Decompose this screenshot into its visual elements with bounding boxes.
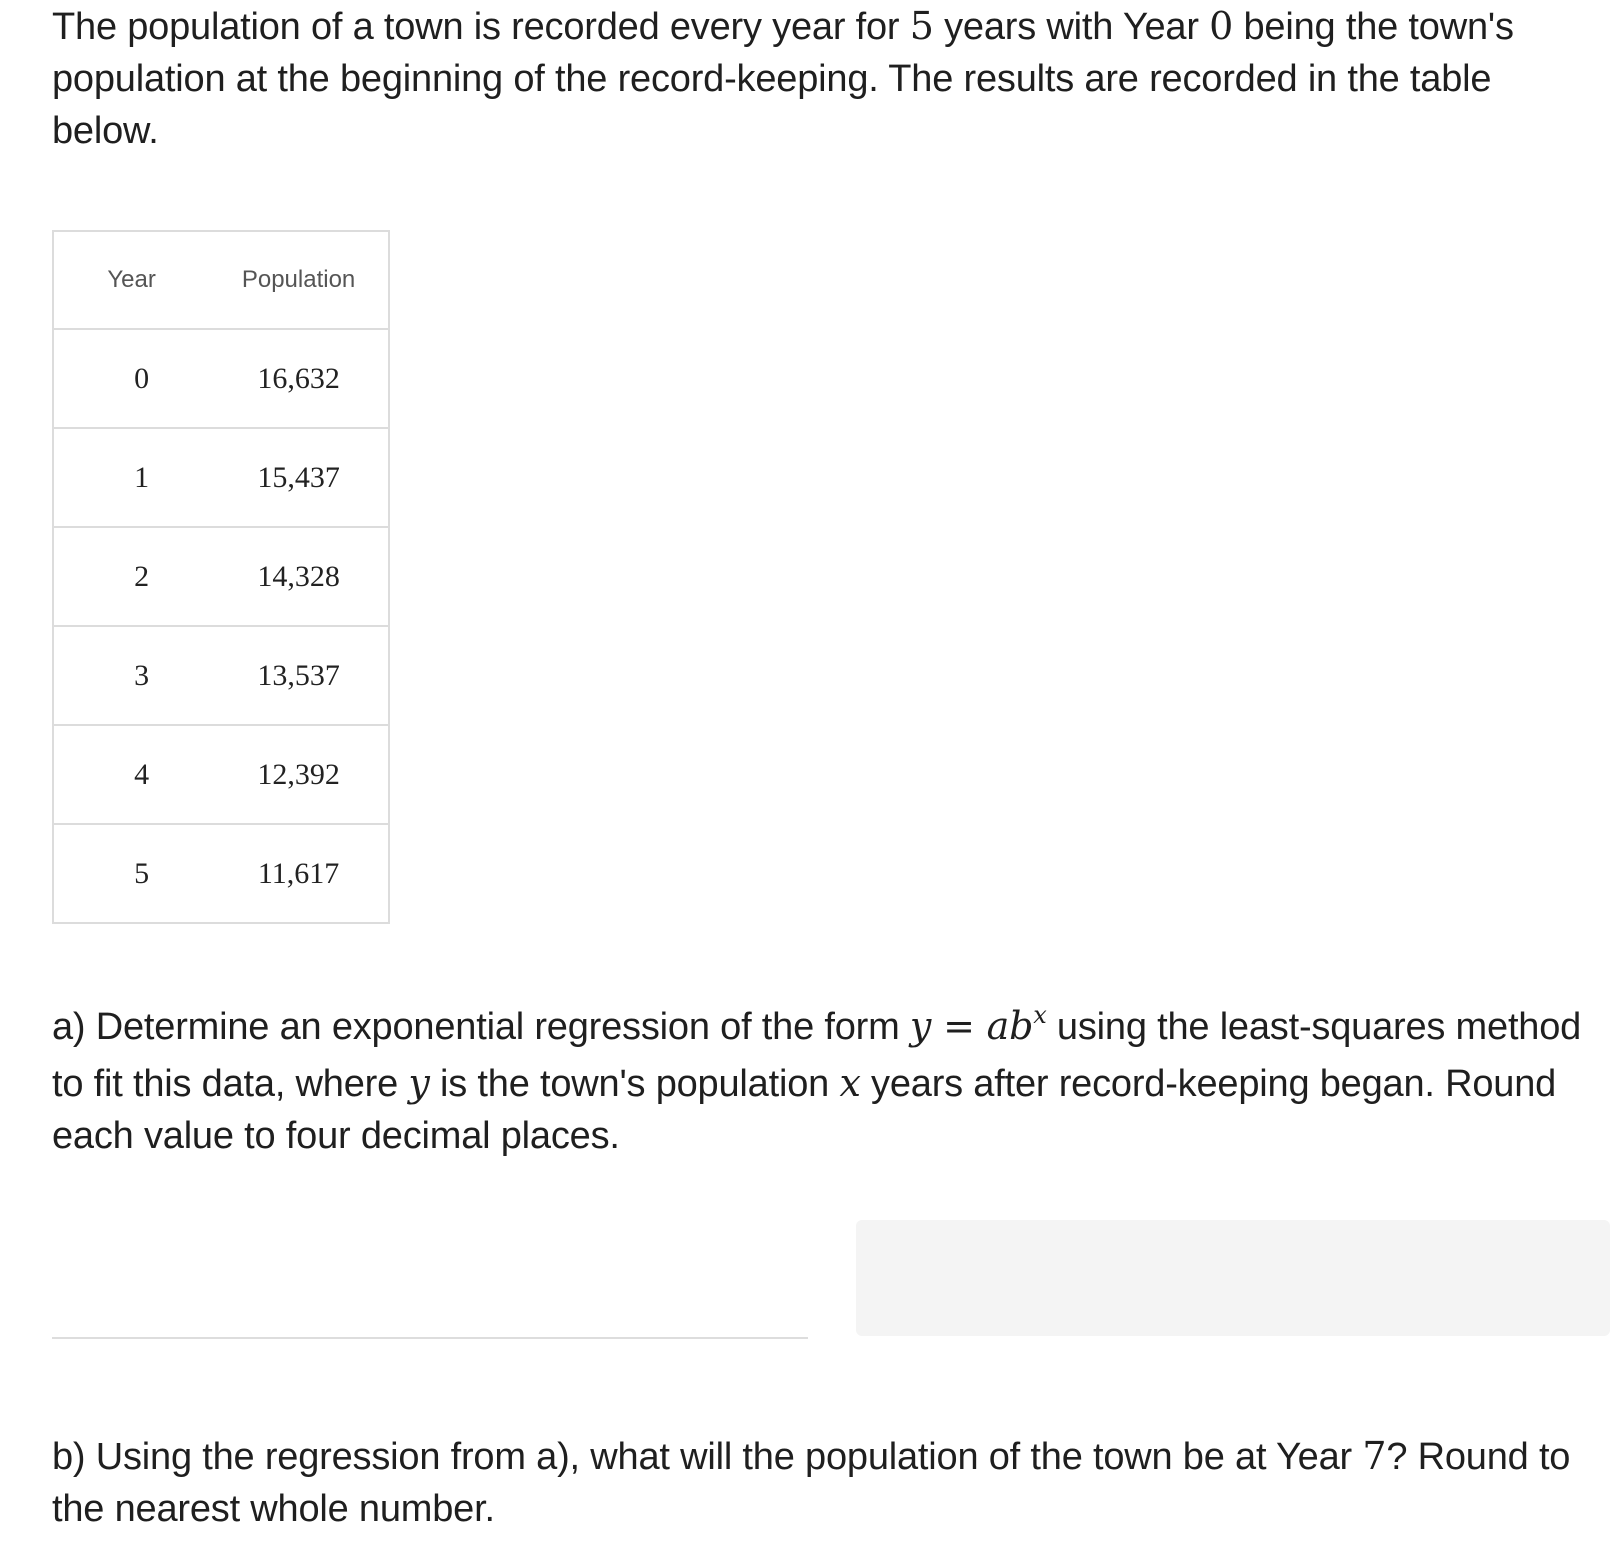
table-row	[53, 527, 389, 626]
cell-population: 12,392	[209, 725, 389, 824]
cell-year: 4	[53, 725, 209, 824]
table-header-row	[53, 231, 389, 329]
cell-year: 2	[53, 527, 209, 626]
table-row	[53, 824, 389, 923]
intro-text-1: The population of a town is recorded every year for	[52, 6, 910, 48]
cell-population: 14,328	[209, 527, 389, 626]
intro-math-years: 5	[909, 4, 934, 48]
question-a-text-1: a) Determine an exponential regression of the form	[52, 1006, 910, 1048]
table-row	[53, 626, 389, 725]
cell-population: 13,537	[209, 626, 389, 725]
question-a-text-2: using the least-squares method to fit this data, where	[52, 1006, 1582, 1105]
math-exponent-x: x	[1033, 1001, 1047, 1029]
header-year: Year	[53, 231, 209, 329]
intro-paragraph	[52, 0, 1572, 157]
intro-text-2: years with Year	[933, 6, 1210, 48]
math-year-seven: 7	[1362, 1434, 1387, 1478]
math-y-inline: y	[408, 1061, 430, 1105]
cell-population: 16,632	[209, 329, 389, 428]
cell-population: 11,617	[209, 824, 389, 923]
question-a	[52, 1000, 1592, 1162]
question-b-text-2: ? Round to the nearest whole number.	[52, 1436, 1571, 1530]
cell-year: 5	[53, 824, 209, 923]
intro-math-year-zero: 0	[1209, 4, 1234, 48]
math-ab: ab	[986, 1004, 1034, 1048]
question-b-text-1: b) Using the regression from a), what will the population of the town be at Year	[52, 1436, 1363, 1478]
table-row	[53, 725, 389, 824]
table-row	[53, 428, 389, 527]
math-x-inline: x	[839, 1061, 861, 1105]
question-a-text-3: is the town's population	[429, 1063, 840, 1105]
math-y: y	[909, 1004, 932, 1048]
answer-underline[interactable]	[52, 1337, 808, 1339]
question-a-text-4: years after record-keeping began. Round each value to four decimal places.	[52, 1063, 1557, 1157]
cell-year: 3	[53, 626, 209, 725]
cell-population: 15,437	[209, 428, 389, 527]
table-row	[53, 329, 389, 428]
question-b	[52, 1430, 1572, 1535]
intro-text-3: being the town's population at the beginning of the record-keeping. The results are recorded in the table below.	[52, 6, 1514, 152]
cell-year: 0	[53, 329, 209, 428]
header-population: Population	[209, 231, 389, 329]
cell-year: 1	[53, 428, 209, 527]
math-equals: =	[931, 1004, 987, 1048]
population-table	[52, 230, 390, 924]
answer-input-box[interactable]	[856, 1220, 1610, 1336]
